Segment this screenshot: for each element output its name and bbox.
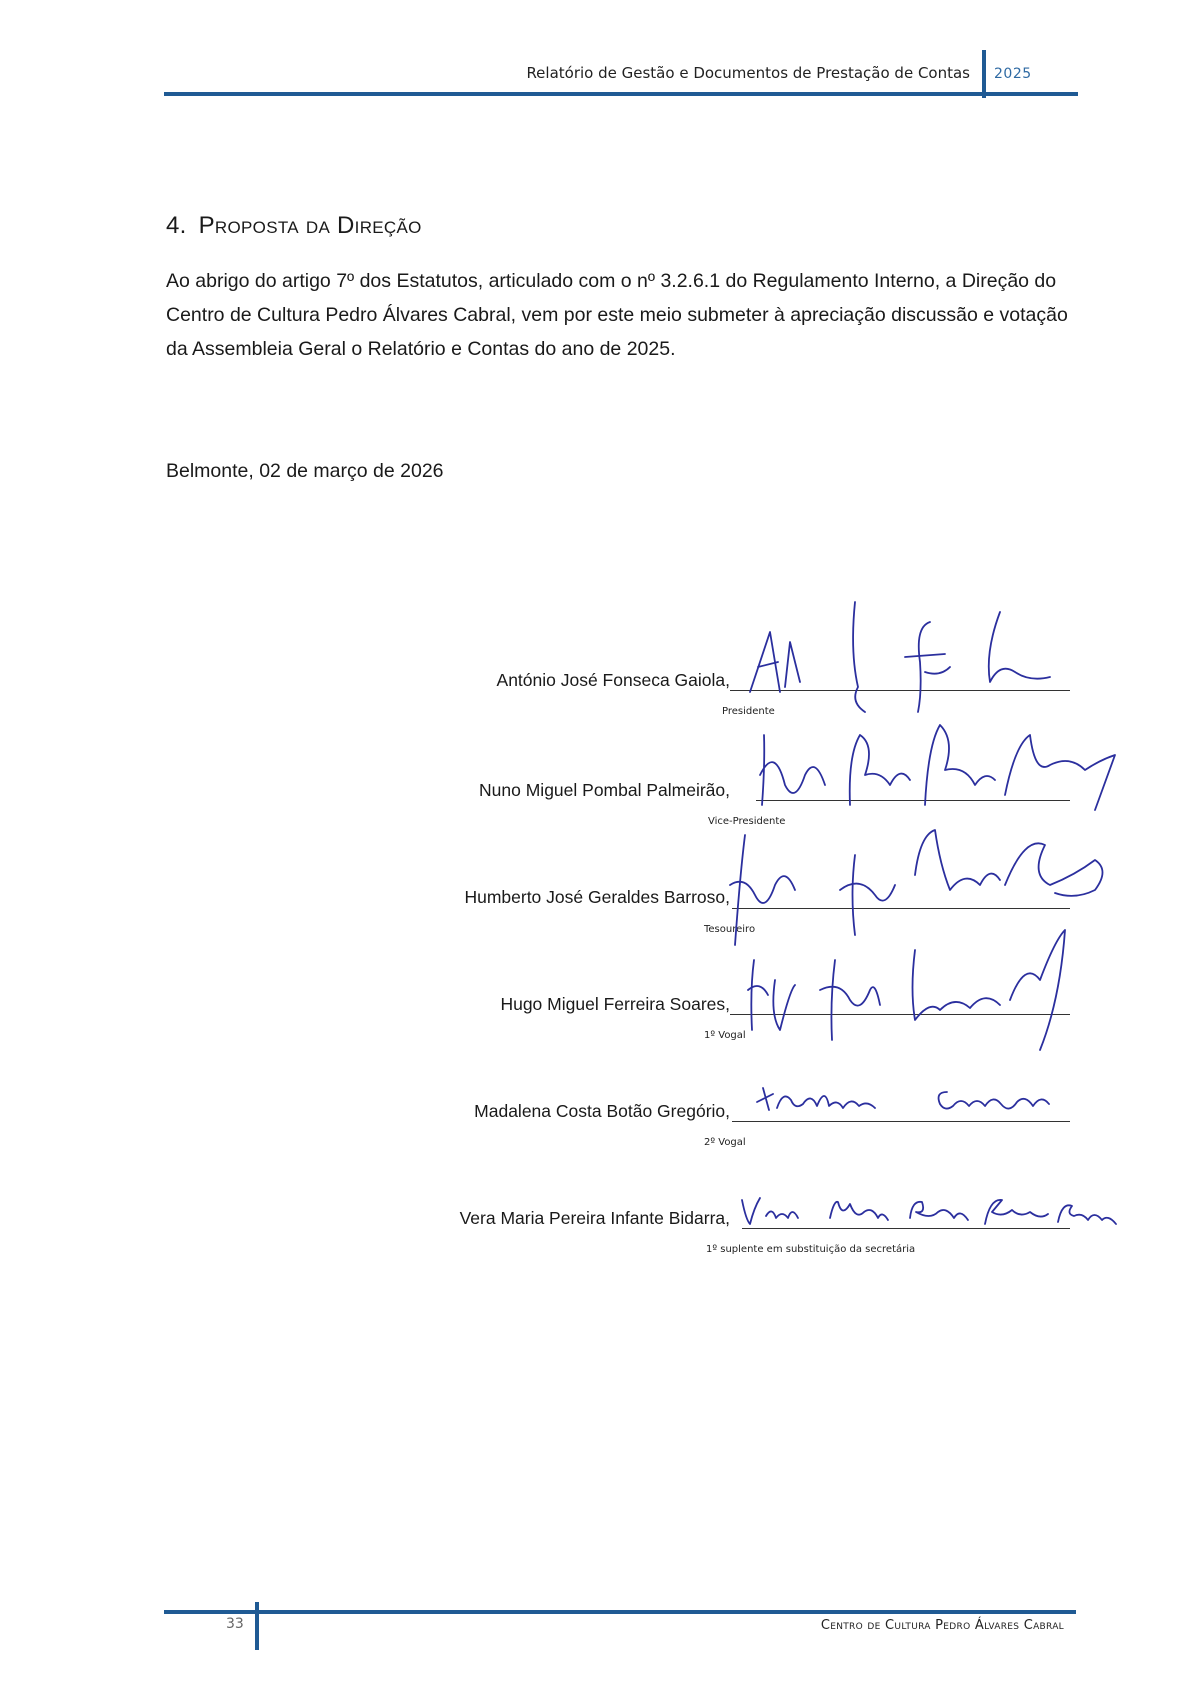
signatory-name: Hugo Miguel Ferreira Soares,: [500, 994, 730, 1014]
handwritten-signature: [740, 920, 1080, 1060]
header-divider: [982, 50, 986, 98]
place-date: Belmonte, 02 de março de 2026: [166, 460, 444, 482]
page-number: 33: [226, 1616, 244, 1632]
footer-organization: Centro de Cultura Pedro Álvares Cabral: [820, 1618, 1064, 1633]
handwritten-signature: [740, 592, 1080, 732]
signatory-role: 1º suplente em substituição da secretária: [706, 1244, 916, 1255]
signatory-role: Presidente: [722, 706, 775, 717]
signatory-role: Tesoureiro: [704, 924, 756, 935]
header-year: 2025: [994, 66, 1032, 82]
signatory-role: Vice-Presidente: [708, 816, 786, 827]
signature-block-suplente: [0, 1198, 1190, 1278]
signature-block-1-vogal: [0, 982, 1190, 1062]
section-number: 4.: [166, 212, 187, 239]
signature-block-presidente: [0, 642, 1190, 722]
signatory-name: Madalena Costa Botão Gregório,: [474, 1101, 730, 1121]
header-rule: [164, 92, 1078, 96]
signatory-role: 1º Vogal: [704, 1030, 746, 1041]
signatory-name: António José Fonseca Gaiola,: [496, 670, 730, 690]
section-title: Proposta da Direção: [198, 212, 422, 239]
footer-divider: [255, 1602, 259, 1650]
signatory-name: Nuno Miguel Pombal Palmeirão,: [479, 780, 730, 800]
handwritten-signature: [755, 1080, 1075, 1130]
signatory-role: 2º Vogal: [704, 1137, 746, 1148]
signatory-name: Vera Maria Pereira Infante Bidarra,: [459, 1208, 730, 1228]
footer-rule: [164, 1610, 1076, 1614]
signature-block-2-vogal: [0, 1090, 1190, 1170]
header-title: Relatório de Gestão e Documentos de Prestação de Contas: [526, 64, 970, 82]
handwritten-signature: [740, 1192, 1120, 1234]
signatory-name: Humberto José Geraldes Barroso,: [464, 887, 730, 907]
body-paragraph: Ao abrigo do artigo 7º dos Estatutos, articulado com o nº 3.2.6.1 do Regulamento Interno, a Direção do Centro de Cultura Pedro Álvares Cabral, vem por este meio submeter à apreciação discussão e votação da Assembleia Geral o Relatório e Contas do ano de 2025.: [166, 270, 1068, 360]
section-heading: [166, 212, 422, 240]
